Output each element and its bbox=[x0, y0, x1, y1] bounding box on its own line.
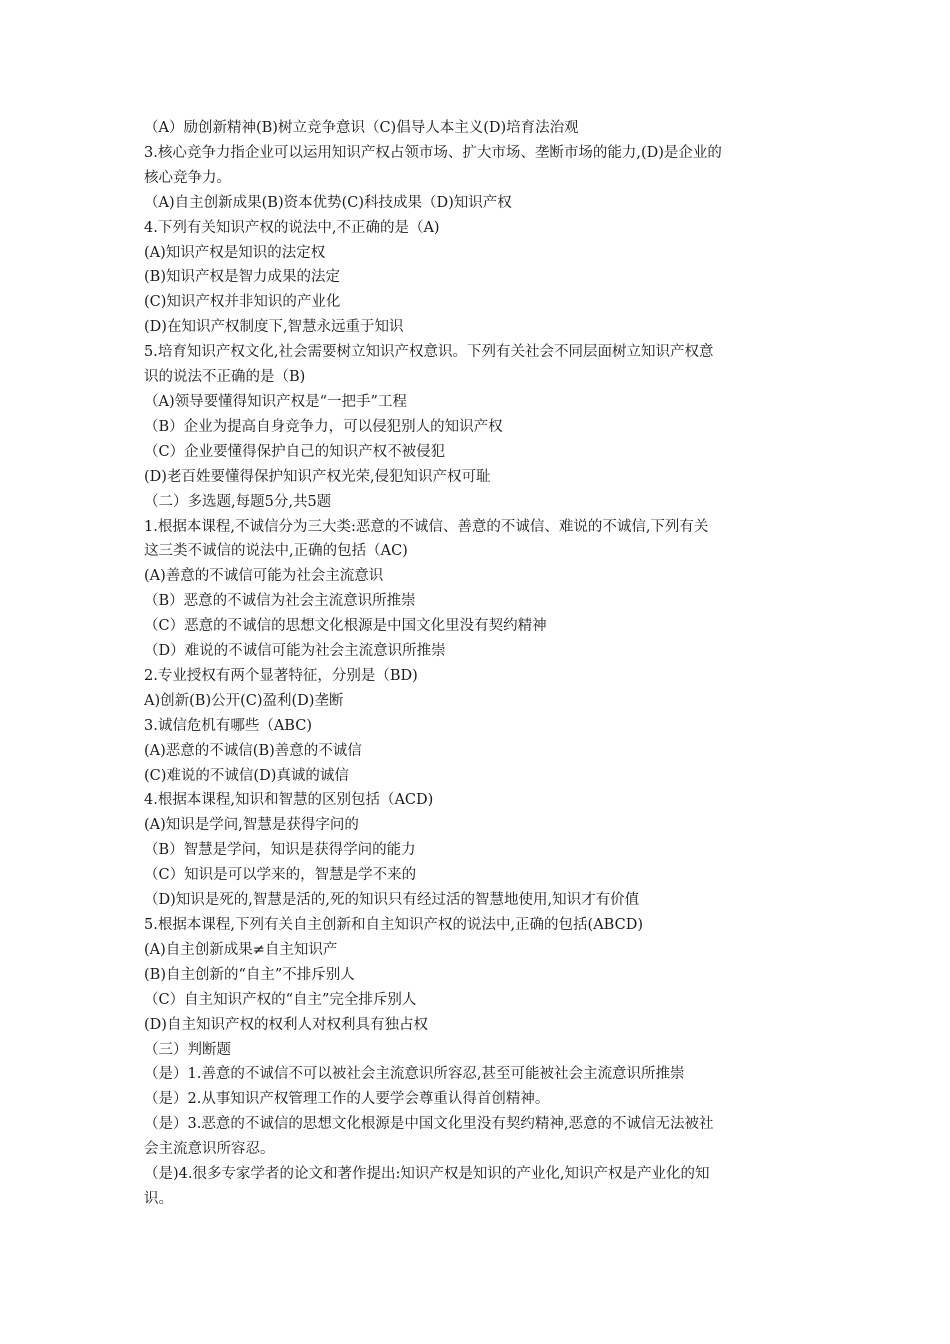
text-line: （A）励创新精神(B)树立竞争意识（C)倡导人本主义(D)培育法治观 bbox=[144, 120, 579, 136]
options-line: （A)自主创新成果(B)资本优势(C)科技成果（D)知识产权 bbox=[144, 194, 512, 211]
option-b: (B)自主创新的“自主”不排斥别人 bbox=[144, 966, 355, 983]
option-c: （C）自主知识产权的“自主”完全排斥别人 bbox=[144, 991, 417, 1008]
option-a: (A)自主创新成果≠自主知识产 bbox=[144, 941, 338, 958]
text-line: 会主流意识所容忍。 bbox=[144, 1141, 275, 1158]
question-2: 2.专业授权有两个显著特征，分别是（BD) bbox=[144, 667, 418, 684]
question-3: 3.核心竞争力指企业可以运用知识产权占领市场、扩大市场、垄断市场的能力,(D)是企业的 bbox=[144, 144, 722, 161]
judgment-item-1: （是）1.善意的不诚信不可以被社会主流意识所容忍,甚至可能被社会主流意识所推崇 bbox=[144, 1066, 685, 1083]
option-d: （D）难说的不诚信可能为社会主流意识所推崇 bbox=[144, 643, 446, 660]
question-5: 5.根据本课程,下列有关自主创新和自主知识产权的说法中,正确的包括(ABCD) bbox=[144, 917, 643, 933]
option-b: （B）恶意的不诚信为社会主流意识所推崇 bbox=[144, 593, 416, 610]
question-3: 3.诚信危机有哪些（ABC) bbox=[144, 717, 312, 734]
question-1: 1.根据本课程,不诚信分为三大类:恶意的不诚信、善意的不诚信、难说的不诚信,下列有关 bbox=[144, 518, 709, 535]
section-heading-true-false: （三）判断题 bbox=[144, 1041, 231, 1058]
text-line: 这三类不诚信的说法中,正确的包括（AC) bbox=[144, 543, 408, 560]
option-a: (A)知识产权是知识的法定权 bbox=[144, 244, 326, 261]
judgment-item-4: （是)4.很多专家学者的论文和著作提出:知识产权是知识的产业化,知识产权是产业化的知 bbox=[144, 1166, 710, 1183]
judgment-item-3: （是）3.恶意的不诚信的思想文化根源是中国文化里没有契约精神,恶意的不诚信无法被社 bbox=[144, 1116, 714, 1133]
option-b: （B）智慧是学问，知识是获得学问的能力 bbox=[144, 842, 416, 859]
question-4: 4.下列有关知识产权的说法中,不正确的是（A) bbox=[144, 219, 440, 236]
document-page bbox=[144, 116, 810, 1212]
options-line: A)创新(B)公开(C)盈利(D)垄断 bbox=[144, 692, 344, 709]
option-b: （B）企业为提高自身竞争力，可以侵犯别人的知识产权 bbox=[144, 418, 503, 435]
option-c: (C)知识产权并非知识的产业化 bbox=[144, 294, 341, 311]
option-c: （C）企业要懂得保护自己的知识产权不被侵犯 bbox=[144, 443, 446, 460]
options-line: (A)恶意的不诚信(B)善意的不诚信 bbox=[144, 742, 362, 759]
option-c: （C）知识是可以学来的，智慧是学不来的 bbox=[144, 867, 417, 884]
text-line: 核心竞争力。 bbox=[144, 169, 231, 186]
option-d: (D)自主知识产权的权利人对权利具有独占权 bbox=[144, 1016, 428, 1033]
question-4: 4.根据本课程,知识和智慧的区别包括（ACD) bbox=[144, 792, 434, 809]
options-line: (C)难说的不诚信(D)真诚的诚信 bbox=[144, 767, 349, 784]
option-a: (A)知识是学问,智慧是获得字问的 bbox=[144, 817, 359, 834]
text-line: 识。 bbox=[144, 1190, 173, 1207]
text-line: 识的说法不正确的是（B) bbox=[144, 369, 306, 386]
option-d: (D)老百姓要懂得保护知识产权光荣,侵犯知识产权可耻 bbox=[144, 468, 491, 485]
judgment-item-2: （是）2.从事知识产权管理工作的人要学会尊重认得首创精神。 bbox=[144, 1091, 550, 1108]
option-d: (D)在知识产权制度下,智慧永远重于知识 bbox=[144, 319, 404, 336]
option-d: （D)知识是死的,智慧是活的,死的知识只有经过活的智慧地使用,知识才有价值 bbox=[144, 892, 640, 909]
option-a: （A)领导要懂得知识产权是“一把手”工程 bbox=[144, 393, 407, 410]
option-b: (B)知识产权是智力成果的法定 bbox=[144, 269, 340, 286]
option-c: （C）恶意的不诚信的思想文化根源是中国文化里没有契约精神 bbox=[144, 618, 547, 635]
section-heading-multiple-choice: （二）多选题,每题5分,共5题 bbox=[144, 493, 332, 510]
question-5: 5.培育知识产权文化,社会需要树立知识产权意识。下列有关社会不同层面树立知识产权意 bbox=[144, 344, 714, 361]
option-a: (A)善意的不诚信可能为社会主流意识 bbox=[144, 568, 384, 585]
